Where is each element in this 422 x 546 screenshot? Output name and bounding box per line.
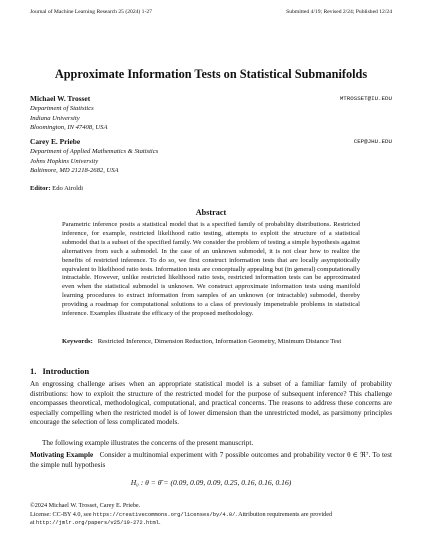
author-email[interactable]: MTROSSET@IU.EDU — [339, 95, 392, 102]
attribution-link[interactable]: http://jmlr.org/papers/v25/19-272.html — [36, 520, 159, 526]
example-text: Consider a multinomial experiment with 7 possible outcomes and probability vector θ ∈ ℜ⁷. To test the simple null hypothesis — [30, 451, 393, 469]
author-institution: Indiana University — [30, 114, 80, 122]
paragraph: An engrossing challenge arises when an appropriate statistical model is a subset of a familiar family of probability distributions: how to exploit the structure of the restricted model for the purpose of subsequent inference? This challenge encompasses theoretical, methodological, computational, and practical concerns. The reasons to address these concerns are especially compelling when the restricted model is of lower dimension than the unrestricted model, as parsimony principles encourage the selection of less complicated models. — [30, 380, 392, 427]
paragraph: The following example illustrates the concerns of the present manuscript. — [42, 439, 254, 447]
author-name: Carey E. Priebe — [30, 137, 81, 146]
license-link[interactable]: https://creativecommons.org/licenses/by/4.0/ — [93, 512, 236, 518]
author-address: Baltimore, MD 21218-2682, USA — [30, 167, 119, 175]
editor-name: Edo Airoldi — [52, 185, 84, 192]
submission-dates: Submitted 4/19; Revised 2/24; Published 12/24 — [286, 9, 392, 15]
section-title: Introduction — [42, 366, 90, 376]
keywords — [62, 338, 360, 347]
attribution-end: . — [158, 519, 161, 526]
editor-label: Editor: — [30, 185, 51, 192]
null-hypothesis-equation: H₀ : θ = θ̄ = (0.09, 0.09, 0.09, 0.25, 0.16, 0.16, 0.16) — [130, 478, 292, 487]
author-name: Michael W. Trosset — [30, 94, 91, 103]
paragraph — [30, 451, 392, 470]
license-line — [30, 511, 332, 519]
keywords-text: Restricted Inference, Dimension Reduction, Information Geometry, Minimum Distance Test — [97, 338, 342, 345]
paper-title: Approximate Information Tests on Statistical Submanifolds — [54, 67, 368, 81]
author-email[interactable]: CEP@JHU.EDU — [353, 138, 392, 145]
journal-header: Journal of Machine Learning Research 25 (2024) 1-27 — [30, 9, 152, 15]
editor-line — [30, 184, 83, 193]
section-number: 1. — [30, 366, 37, 376]
section-heading — [30, 366, 95, 377]
example-label: Motivating Example — [30, 451, 94, 459]
author-department: Department of Applied Mathematics & Statistics — [30, 148, 159, 155]
keywords-label: Keywords: — [62, 338, 93, 345]
author-address: Bloomington, IN 47408, USA — [30, 124, 108, 132]
attribution-at: at — [30, 519, 35, 526]
abstract-heading: Abstract — [195, 208, 227, 217]
abstract-text: Parametric inference posits a statistical model that is a specified family of probability distributions. Restricted inference, for example, restricted likelihood ratio testing, attempts to exploit the structure of a statistical submodel that is a subset of the specified family. We consider the problem of testing a simple hypothesis against alternatives from such a submodel. In the case of an unknown submodel, it is not clear how to realize the benefits of restricted inference. To do so, we first construct information tests that are locally asymptotically equivalent to likelihood ratio tests. Information tests are conceptually appealing but (in general) computationally intractable. However, unlike restricted likelihood ratio tests, restricted information tests can be approximated even when the statistical submodel is unknown. We construct approximate information tests using manifold learning procedures to extract information from samples of an unknown (or intractable) submodel, thereby providing a roadmap for computational solutions to a class of previously impenetrable problems in statistical inference. Examples illustrate the efficacy of the proposed methodology. — [62, 221, 360, 318]
copyright-notice: ©2024 Michael W. Trosset, Carey E. Priebe. — [30, 502, 141, 509]
author-department: Department of Statistics — [30, 105, 94, 112]
license-suffix: . Attribution requirements are provided — [235, 511, 333, 518]
author-institution: Johns Hopkins University — [30, 157, 99, 165]
license-prefix: License: CC-BY 4.0, see — [30, 511, 92, 518]
attribution-line — [30, 519, 161, 527]
